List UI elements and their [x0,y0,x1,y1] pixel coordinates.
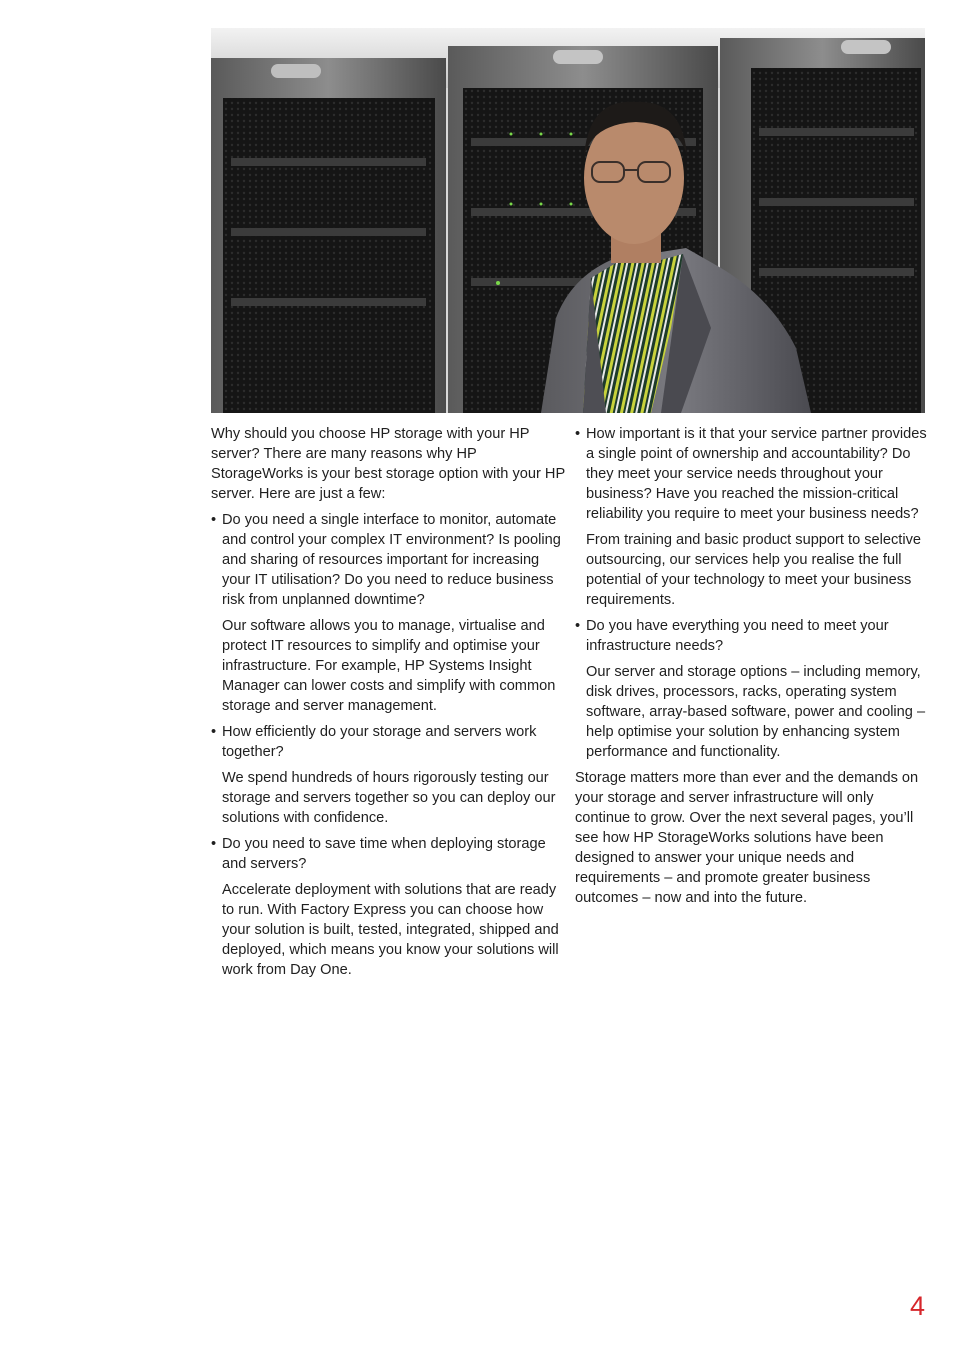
question-deployment-time: • Do you need to save time when deploying storage and servers? [211,834,567,874]
answer-services: From training and basic product support to selective outsourcing, our services help you realise the full potential of your technology to meet your business requirements. [586,532,922,608]
question-efficiency: • How efficiently do your storage and servers work together? [211,722,567,762]
left-column [211,424,567,986]
answer-testing: We spend hundreds of hours rigorously testing our storage and servers together so you can deploy our solutions with confidence. [222,770,556,826]
server-room-photo [211,28,925,413]
question-single-interface: • Do you need a single interface to monitor, automate and control your complex IT environment? Is pooling and sharing of resources important for increasing your IT utilisation? Do you need to reduce business risk from unplanned downtime? [211,510,567,610]
right-column [575,424,930,914]
page-number: 4 [909,1291,925,1321]
answer-factory-express: Accelerate deployment with solutions that are ready to run. With Factory Express you can choose how your solution is built, tested, integrated, shipped and deployed, which means you know your solutions will work from Day One. [222,882,559,978]
answer-software: Our software allows you to manage, virtualise and protect IT resources to simplify and optimise your infrastructure. For example, HP Systems Insight Manager can lower costs and simplify with common storage and server management. [222,618,556,714]
intro-paragraph: Why should you choose HP storage with your HP server? There are many reasons why HP StorageWorks is your best storage option with your HP server. Here are just a few: [211,426,565,502]
closing-paragraph: Storage matters more than ever and the demands on your storage and server infrastructure will only continue to grow. Over the next several pages, you’ll see how HP StorageWorks solutions have been designed to answer your unique needs and requirements – and promote greater business outcomes – now and into the future. [575,770,919,906]
question-service-partner: • How important is it that your service partner provides a single point of ownership and accountability? Do they meet your service needs throughout your business? Have you reached the mission-critical reliability you require to meet your business needs? [575,424,930,524]
answer-options: Our server and storage options – including memory, disk drives, processors, racks, operating system software, array-based software, power and cooling – help optimise your solution by enhancing system performance and functionality. [586,664,926,760]
question-infrastructure-needs: • Do you have everything you need to meet your infrastructure needs? [575,616,930,656]
